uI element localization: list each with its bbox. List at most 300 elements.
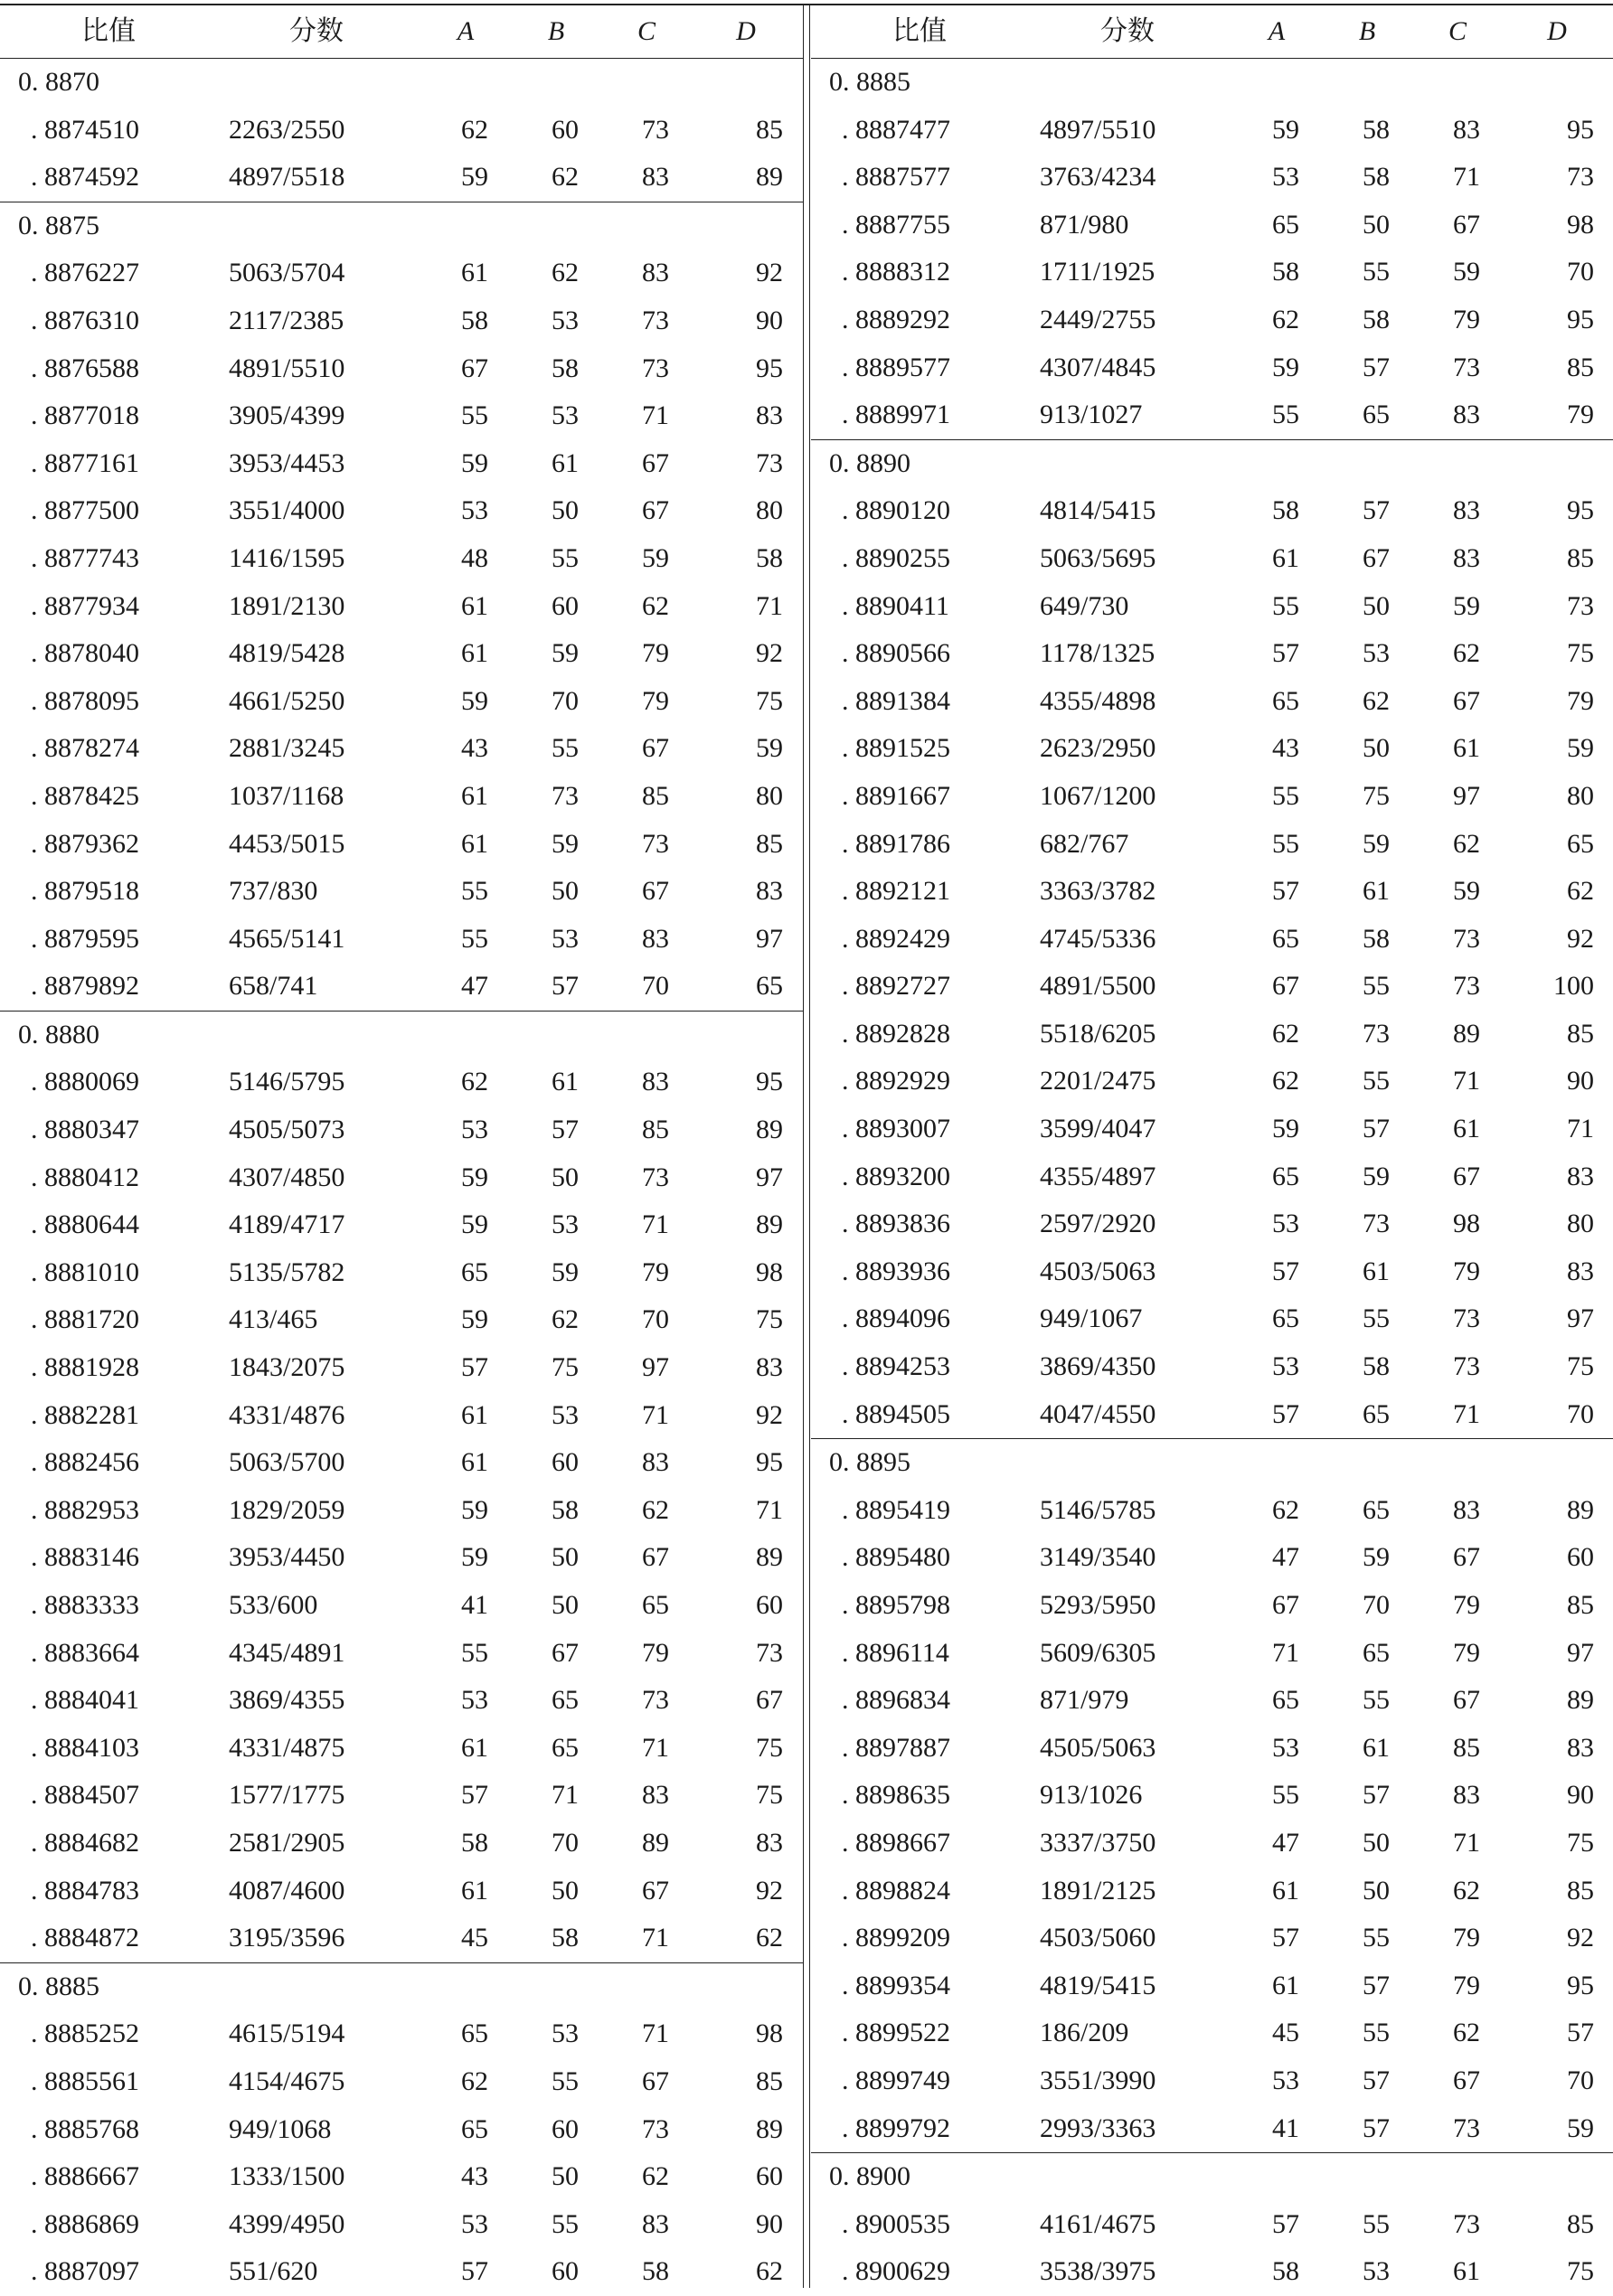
c-cell: 59 bbox=[1453, 257, 1480, 287]
ratio-cell: . 8890566 bbox=[842, 638, 950, 669]
ratio-cell: . 8876310 bbox=[31, 305, 139, 335]
ratio-cell: . 8894096 bbox=[842, 1303, 950, 1334]
header-a: A bbox=[457, 16, 475, 46]
c-cell: 67 bbox=[642, 1542, 669, 1573]
ratio-cell: . 8882953 bbox=[31, 1494, 139, 1525]
ratio-cell: . 8889577 bbox=[842, 352, 950, 382]
table-header bbox=[0, 5, 803, 59]
ratio-cell: . 8883333 bbox=[31, 1590, 139, 1620]
b-cell: 55 bbox=[552, 2208, 579, 2239]
a-cell: 53 bbox=[1272, 1209, 1299, 1239]
d-cell: 59 bbox=[756, 733, 783, 764]
table-row bbox=[0, 1725, 803, 1773]
d-cell: 90 bbox=[1567, 1780, 1594, 1811]
c-cell: 62 bbox=[642, 2161, 669, 2192]
ratio-cell: . 8885252 bbox=[31, 2018, 139, 2049]
b-cell: 59 bbox=[1363, 1542, 1390, 1573]
c-cell: 62 bbox=[1453, 1875, 1480, 1905]
d-cell: 90 bbox=[1567, 1066, 1594, 1096]
table-row bbox=[0, 630, 803, 678]
b-cell: 50 bbox=[1363, 590, 1390, 621]
b-cell: 59 bbox=[552, 1256, 579, 1287]
c-cell: 85 bbox=[1453, 1732, 1480, 1763]
d-cell: 57 bbox=[1567, 2018, 1594, 2048]
d-cell: 95 bbox=[756, 1067, 783, 1097]
b-cell: 65 bbox=[1363, 400, 1390, 430]
ratio-cell: . 8877934 bbox=[31, 590, 139, 621]
a-cell: 58 bbox=[461, 305, 488, 335]
ratio-cell: . 8884783 bbox=[31, 1875, 139, 1905]
b-cell: 50 bbox=[552, 1162, 579, 1192]
d-cell: 90 bbox=[756, 2208, 783, 2239]
ratio-cell: . 8899792 bbox=[842, 2113, 950, 2143]
table-row bbox=[0, 392, 803, 440]
d-cell: 75 bbox=[756, 1732, 783, 1763]
table-row bbox=[811, 583, 1613, 631]
c-cell: 85 bbox=[642, 780, 669, 811]
a-cell: 61 bbox=[461, 590, 488, 621]
c-cell: 70 bbox=[642, 971, 669, 1002]
a-cell: 55 bbox=[1272, 828, 1299, 859]
fraction-cell: 2623/2950 bbox=[1040, 733, 1156, 764]
b-cell: 59 bbox=[552, 828, 579, 859]
a-cell: 58 bbox=[1272, 495, 1299, 526]
a-cell: 53 bbox=[1272, 2065, 1299, 2095]
c-cell: 79 bbox=[1453, 304, 1480, 334]
fraction-cell: 4399/4950 bbox=[229, 2208, 345, 2239]
c-cell: 73 bbox=[642, 353, 669, 383]
ratio-cell: . 8895480 bbox=[842, 1542, 950, 1573]
table-row bbox=[0, 678, 803, 726]
d-cell: 58 bbox=[756, 542, 783, 573]
column-divider-right bbox=[809, 4, 810, 2288]
ratio-cell: . 8892929 bbox=[842, 1066, 950, 1096]
a-cell: 65 bbox=[1272, 923, 1299, 954]
d-cell: 70 bbox=[1567, 257, 1594, 287]
b-cell: 61 bbox=[1363, 1256, 1390, 1286]
table-row bbox=[811, 1630, 1613, 1678]
c-cell: 67 bbox=[642, 1875, 669, 1905]
a-cell: 65 bbox=[1272, 1303, 1299, 1334]
ratio-cell: . 8880644 bbox=[31, 1209, 139, 1240]
table-row bbox=[811, 202, 1613, 249]
c-cell: 71 bbox=[642, 1399, 669, 1430]
ratio-cell: . 8889292 bbox=[842, 304, 950, 334]
fraction-cell: 1829/2059 bbox=[229, 1494, 345, 1525]
d-cell: 98 bbox=[756, 2018, 783, 2049]
b-cell: 73 bbox=[1363, 1018, 1390, 1049]
ratio-cell: . 8877743 bbox=[31, 542, 139, 573]
b-cell: 59 bbox=[552, 638, 579, 669]
d-cell: 89 bbox=[756, 1209, 783, 1240]
d-cell: 75 bbox=[1567, 1827, 1594, 1858]
fraction-cell: 3149/3540 bbox=[1040, 1542, 1156, 1573]
a-cell: 53 bbox=[1272, 1351, 1299, 1382]
table-row bbox=[0, 2248, 803, 2296]
c-cell: 83 bbox=[642, 1780, 669, 1811]
fraction-cell: 4503/5060 bbox=[1040, 1923, 1156, 1953]
d-cell: 75 bbox=[1567, 2256, 1594, 2287]
group-row bbox=[0, 1011, 803, 1059]
b-cell: 50 bbox=[1363, 733, 1390, 764]
ratio-cell: . 8894505 bbox=[842, 1398, 950, 1429]
b-cell: 53 bbox=[1363, 638, 1390, 669]
c-cell: 73 bbox=[642, 305, 669, 335]
fraction-cell: 5146/5795 bbox=[229, 1067, 345, 1097]
d-cell: 89 bbox=[756, 2113, 783, 2144]
c-cell: 65 bbox=[642, 1590, 669, 1620]
c-cell: 71 bbox=[642, 1923, 669, 1953]
a-cell: 61 bbox=[1272, 1970, 1299, 2000]
a-cell: 55 bbox=[1272, 1780, 1299, 1811]
fraction-cell: 1416/1595 bbox=[229, 542, 345, 573]
table-row bbox=[0, 440, 803, 488]
c-cell: 61 bbox=[1453, 733, 1480, 764]
a-cell: 61 bbox=[1272, 542, 1299, 573]
table-row bbox=[0, 345, 803, 393]
table-row bbox=[0, 2153, 803, 2201]
fraction-cell: 5518/6205 bbox=[1040, 1018, 1156, 1049]
c-cell: 67 bbox=[1453, 2065, 1480, 2095]
group-label: 0. 8895 bbox=[829, 1447, 910, 1478]
d-cell: 95 bbox=[756, 1447, 783, 1478]
fraction-cell: 1711/1925 bbox=[1040, 257, 1156, 287]
b-cell: 65 bbox=[1363, 1494, 1390, 1525]
a-cell: 61 bbox=[461, 1732, 488, 1763]
ratio-cell: . 8881010 bbox=[31, 1256, 139, 1287]
fraction-cell: 3551/4000 bbox=[229, 495, 345, 526]
a-cell: 57 bbox=[461, 2256, 488, 2287]
d-cell: 89 bbox=[756, 1115, 783, 1145]
d-cell: 98 bbox=[1567, 209, 1594, 240]
c-cell: 83 bbox=[642, 2208, 669, 2239]
a-cell: 53 bbox=[461, 2208, 488, 2239]
b-cell: 70 bbox=[552, 685, 579, 716]
fraction-cell: 871/980 bbox=[1040, 209, 1129, 240]
b-cell: 70 bbox=[552, 1827, 579, 1858]
table-row bbox=[811, 1200, 1613, 1248]
column-divider-left bbox=[803, 4, 804, 2288]
b-cell: 57 bbox=[552, 1115, 579, 1145]
d-cell: 75 bbox=[1567, 638, 1594, 669]
c-cell: 83 bbox=[1453, 400, 1480, 430]
ratio-cell: . 8879595 bbox=[31, 923, 139, 954]
b-cell: 55 bbox=[1363, 971, 1390, 1002]
d-cell: 83 bbox=[756, 1827, 783, 1858]
a-cell: 59 bbox=[1272, 352, 1299, 382]
header-d: D bbox=[1547, 16, 1567, 46]
a-cell: 53 bbox=[461, 495, 488, 526]
a-cell: 62 bbox=[1272, 1494, 1299, 1525]
table-row bbox=[0, 1487, 803, 1535]
fraction-cell: 5063/5695 bbox=[1040, 542, 1156, 573]
b-cell: 65 bbox=[1363, 1398, 1390, 1429]
a-cell: 61 bbox=[461, 1399, 488, 1430]
fraction-cell: 4814/5415 bbox=[1040, 495, 1156, 526]
c-cell: 71 bbox=[1453, 162, 1480, 193]
d-cell: 75 bbox=[756, 1780, 783, 1811]
table-row bbox=[0, 154, 803, 202]
table-row bbox=[811, 535, 1613, 583]
a-cell: 53 bbox=[1272, 1732, 1299, 1763]
table-row bbox=[811, 2201, 1613, 2249]
table-row bbox=[0, 1154, 803, 1202]
d-cell: 92 bbox=[1567, 1923, 1594, 1953]
ratio-cell: . 8891786 bbox=[842, 828, 950, 859]
a-cell: 62 bbox=[461, 2065, 488, 2096]
d-cell: 75 bbox=[756, 685, 783, 716]
c-cell: 83 bbox=[642, 258, 669, 288]
ratio-cell: . 8887477 bbox=[842, 114, 950, 145]
a-cell: 59 bbox=[461, 1494, 488, 1525]
a-cell: 65 bbox=[461, 2018, 488, 2049]
ratio-cell: . 8879362 bbox=[31, 828, 139, 859]
group-row bbox=[0, 1962, 803, 2011]
d-cell: 89 bbox=[756, 162, 783, 193]
b-cell: 65 bbox=[1363, 1637, 1390, 1668]
ratio-cell: . 8898667 bbox=[842, 1827, 950, 1858]
d-cell: 83 bbox=[1567, 1256, 1594, 1286]
b-cell: 55 bbox=[1363, 2208, 1390, 2239]
d-cell: 73 bbox=[756, 447, 783, 478]
c-cell: 73 bbox=[1453, 1303, 1480, 1334]
d-cell: 71 bbox=[756, 590, 783, 621]
d-cell: 92 bbox=[756, 638, 783, 669]
fraction-cell: 4087/4600 bbox=[229, 1875, 345, 1905]
a-cell: 65 bbox=[1272, 1685, 1299, 1716]
table-row bbox=[811, 2057, 1613, 2105]
fraction-cell: 4891/5500 bbox=[1040, 971, 1156, 1002]
d-cell: 95 bbox=[1567, 495, 1594, 526]
c-cell: 73 bbox=[642, 114, 669, 145]
b-cell: 58 bbox=[552, 353, 579, 383]
header-b: B bbox=[547, 16, 565, 46]
fraction-cell: 4505/5063 bbox=[1040, 1732, 1156, 1763]
fraction-cell: 949/1067 bbox=[1040, 1303, 1143, 1334]
fraction-cell: 1067/1200 bbox=[1040, 780, 1156, 811]
c-cell: 71 bbox=[642, 1732, 669, 1763]
ratio-cell: . 8877018 bbox=[31, 400, 139, 431]
group-row bbox=[811, 439, 1613, 488]
a-cell: 58 bbox=[1272, 257, 1299, 287]
table-row bbox=[0, 916, 803, 964]
b-cell: 53 bbox=[552, 400, 579, 431]
b-cell: 50 bbox=[552, 495, 579, 526]
b-cell: 58 bbox=[1363, 162, 1390, 193]
table-body-left bbox=[0, 59, 803, 2296]
d-cell: 65 bbox=[756, 971, 783, 1002]
c-cell: 67 bbox=[1453, 1161, 1480, 1191]
c-cell: 71 bbox=[642, 2018, 669, 2049]
table-row bbox=[811, 154, 1613, 202]
c-cell: 79 bbox=[1453, 1590, 1480, 1620]
fraction-cell: 4891/5510 bbox=[229, 353, 345, 383]
d-cell: 70 bbox=[1567, 2065, 1594, 2095]
table-row bbox=[0, 725, 803, 773]
table-row bbox=[811, 107, 1613, 155]
d-cell: 97 bbox=[756, 923, 783, 954]
c-cell: 83 bbox=[1453, 1494, 1480, 1525]
c-cell: 79 bbox=[1453, 1923, 1480, 1953]
table-row bbox=[0, 773, 803, 821]
a-cell: 61 bbox=[1272, 1875, 1299, 1905]
ratio-cell: . 8886869 bbox=[31, 2208, 139, 2239]
c-cell: 79 bbox=[1453, 1256, 1480, 1286]
a-cell: 65 bbox=[461, 1256, 488, 1287]
ratio-cell: . 8895419 bbox=[842, 1494, 950, 1525]
d-cell: 92 bbox=[756, 1875, 783, 1905]
a-cell: 62 bbox=[461, 1067, 488, 1097]
d-cell: 59 bbox=[1567, 2113, 1594, 2143]
fraction-cell: 1333/1500 bbox=[229, 2161, 345, 2192]
c-cell: 67 bbox=[642, 495, 669, 526]
header-b: B bbox=[1358, 16, 1376, 46]
fraction-cell: 2201/2475 bbox=[1040, 1066, 1156, 1096]
header-c: C bbox=[637, 16, 656, 46]
a-cell: 57 bbox=[1272, 1923, 1299, 1953]
b-cell: 53 bbox=[552, 1209, 579, 1240]
d-cell: 92 bbox=[1567, 923, 1594, 954]
b-cell: 59 bbox=[1363, 1161, 1390, 1191]
fraction-cell: 2117/2385 bbox=[229, 305, 344, 335]
b-cell: 67 bbox=[552, 1637, 579, 1668]
table-row bbox=[811, 1534, 1613, 1582]
b-cell: 61 bbox=[1363, 1732, 1390, 1763]
table-row bbox=[811, 2009, 1613, 2057]
a-cell: 55 bbox=[461, 876, 488, 907]
ratio-cell: . 8882281 bbox=[31, 1399, 139, 1430]
b-cell: 60 bbox=[552, 114, 579, 145]
fraction-cell: 3538/3975 bbox=[1040, 2256, 1156, 2287]
table-body-right bbox=[811, 59, 1613, 2296]
ratio-cell: . 8898635 bbox=[842, 1780, 950, 1811]
c-cell: 59 bbox=[642, 542, 669, 573]
fraction-cell: 413/465 bbox=[229, 1304, 318, 1335]
fraction-cell: 4897/5510 bbox=[1040, 114, 1156, 145]
b-cell: 71 bbox=[552, 1780, 579, 1811]
b-cell: 57 bbox=[1363, 2113, 1390, 2143]
table-row bbox=[0, 1249, 803, 1297]
ratio-cell: . 8881720 bbox=[31, 1304, 139, 1335]
table-row bbox=[811, 1153, 1613, 1201]
c-cell: 97 bbox=[642, 1352, 669, 1383]
table-row bbox=[0, 2201, 803, 2249]
c-cell: 70 bbox=[642, 1304, 669, 1335]
a-cell: 59 bbox=[1272, 114, 1299, 145]
ratio-cell: . 8898824 bbox=[842, 1875, 950, 1905]
b-cell: 73 bbox=[552, 780, 579, 811]
group-label: 0. 8880 bbox=[18, 1019, 99, 1049]
c-cell: 79 bbox=[642, 1256, 669, 1287]
b-cell: 55 bbox=[1363, 1923, 1390, 1953]
ratio-cell: . 8894253 bbox=[842, 1351, 950, 1382]
fraction-cell: 2581/2905 bbox=[229, 1827, 345, 1858]
table-row bbox=[811, 1868, 1613, 1915]
fraction-cell: 1577/1775 bbox=[229, 1780, 345, 1811]
table-row bbox=[811, 296, 1613, 344]
fraction-cell: 682/767 bbox=[1040, 828, 1129, 859]
d-cell: 73 bbox=[756, 1637, 783, 1668]
c-cell: 67 bbox=[642, 876, 669, 907]
b-cell: 55 bbox=[1363, 1066, 1390, 1096]
table-row bbox=[0, 963, 803, 1011]
fraction-cell: 1037/1168 bbox=[229, 780, 344, 811]
c-cell: 67 bbox=[642, 2065, 669, 2096]
table-row bbox=[811, 1677, 1613, 1725]
d-cell: 83 bbox=[1567, 1161, 1594, 1191]
c-cell: 73 bbox=[642, 1162, 669, 1192]
fraction-cell: 4355/4898 bbox=[1040, 685, 1156, 716]
fraction-cell: 3905/4399 bbox=[229, 400, 345, 431]
a-cell: 59 bbox=[461, 447, 488, 478]
ratio-cell: . 8883146 bbox=[31, 1542, 139, 1573]
ratio-cell: . 8876227 bbox=[31, 258, 139, 288]
fraction-cell: 4307/4850 bbox=[229, 1162, 345, 1192]
a-cell: 59 bbox=[461, 162, 488, 193]
d-cell: 85 bbox=[1567, 1590, 1594, 1620]
table-row bbox=[811, 868, 1613, 916]
d-cell: 73 bbox=[1567, 162, 1594, 193]
fraction-cell: 186/209 bbox=[1040, 2018, 1129, 2048]
d-cell: 95 bbox=[1567, 304, 1594, 334]
table-row bbox=[811, 725, 1613, 773]
c-cell: 62 bbox=[1453, 2018, 1480, 2048]
table-row bbox=[0, 1677, 803, 1725]
header-ratio: 比值 bbox=[81, 16, 136, 46]
fraction-cell: 5135/5782 bbox=[229, 1256, 345, 1287]
table-row bbox=[0, 1201, 803, 1249]
table-row bbox=[811, 678, 1613, 726]
a-cell: 61 bbox=[461, 258, 488, 288]
ratio-cell: . 8896114 bbox=[842, 1637, 949, 1668]
a-cell: 61 bbox=[461, 1875, 488, 1905]
d-cell: 60 bbox=[756, 1590, 783, 1620]
d-cell: 95 bbox=[1567, 114, 1594, 145]
d-cell: 97 bbox=[1567, 1303, 1594, 1334]
ratio-cell: . 8884103 bbox=[31, 1732, 139, 1763]
b-cell: 58 bbox=[1363, 923, 1390, 954]
d-cell: 85 bbox=[1567, 352, 1594, 382]
a-cell: 59 bbox=[461, 1162, 488, 1192]
a-cell: 45 bbox=[461, 1923, 488, 1953]
c-cell: 71 bbox=[1453, 1066, 1480, 1096]
b-cell: 58 bbox=[1363, 1351, 1390, 1382]
fraction-cell: 551/620 bbox=[229, 2256, 318, 2287]
ratio-cell: . 8893200 bbox=[842, 1161, 950, 1191]
a-cell: 55 bbox=[461, 1637, 488, 1668]
fraction-cell: 4331/4876 bbox=[229, 1399, 345, 1430]
fraction-cell: 4819/5428 bbox=[229, 638, 345, 669]
a-cell: 67 bbox=[461, 353, 488, 383]
a-cell: 58 bbox=[1272, 2256, 1299, 2287]
fraction-cell: 5609/6305 bbox=[1040, 1637, 1156, 1668]
fraction-cell: 2597/2920 bbox=[1040, 1209, 1156, 1239]
c-cell: 62 bbox=[642, 1494, 669, 1525]
fraction-cell: 3869/4355 bbox=[229, 1685, 345, 1716]
c-cell: 73 bbox=[642, 2113, 669, 2144]
fraction-cell: 4161/4675 bbox=[1040, 2208, 1156, 2239]
ratio-cell: . 8874592 bbox=[31, 162, 139, 193]
table-row bbox=[811, 1295, 1613, 1343]
b-cell: 58 bbox=[552, 1923, 579, 1953]
b-cell: 58 bbox=[1363, 114, 1390, 145]
d-cell: 85 bbox=[1567, 542, 1594, 573]
b-cell: 57 bbox=[1363, 495, 1390, 526]
ratio-cell: . 8890411 bbox=[842, 590, 949, 621]
c-cell: 62 bbox=[1453, 638, 1480, 669]
group-label: 0. 8900 bbox=[829, 2161, 910, 2192]
a-cell: 65 bbox=[461, 2113, 488, 2144]
